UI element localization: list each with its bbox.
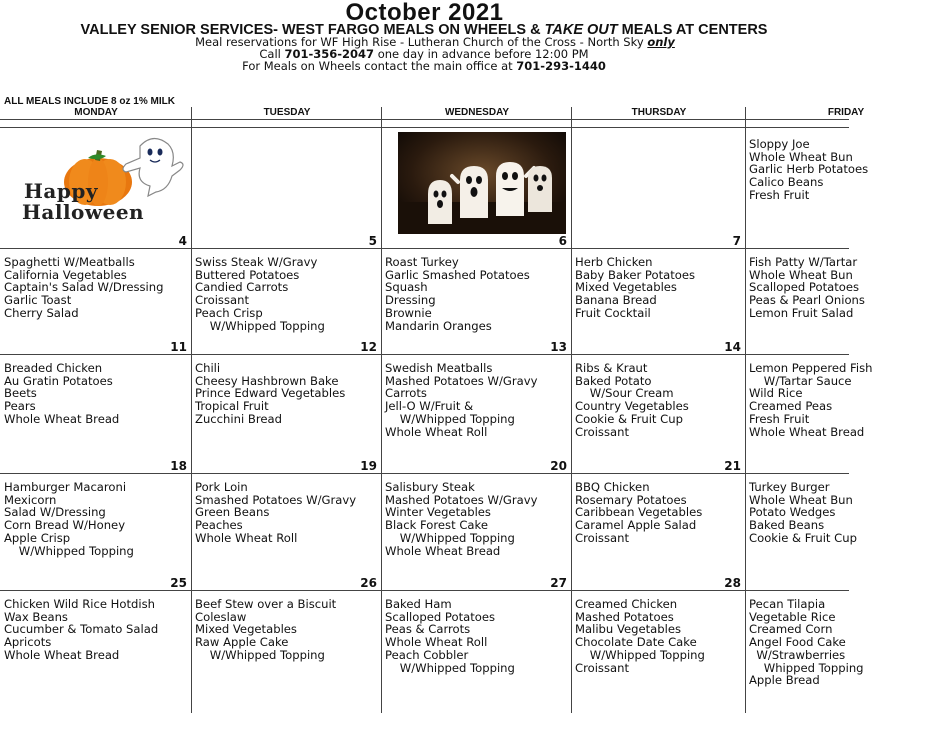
day-header-wednesday: WEDNESDAY bbox=[444, 107, 510, 118]
day-number: 20 bbox=[550, 459, 567, 473]
day-number: 26 bbox=[360, 576, 377, 590]
grid-line bbox=[0, 119, 849, 120]
day-header-thursday: THURSDAY bbox=[631, 107, 687, 118]
day-header-tuesday: TUESDAY bbox=[263, 107, 311, 118]
mow-info bbox=[0, 60, 904, 73]
day-number: 4 bbox=[178, 234, 187, 248]
day-number: 27 bbox=[550, 576, 567, 590]
menu-item-list: Herb Chicken Baby Baker Potatoes Mixed Vegetables Banana Bread Fruit Cocktail bbox=[575, 255, 696, 320]
reservation-text: Meal reservations for WF High Rise - Lutheran Church of the Cross - North Sky bbox=[195, 35, 648, 49]
menu-item-list: Chicken Wild Rice Hotdish Wax Beans Cucumber & Tomato Salad Apricots Whole Wheat Bread bbox=[4, 597, 159, 662]
menu-item-list: Sloppy Joe Whole Wheat Bun Garlic Herb Potatoes Calico Beans Fresh Fruit bbox=[749, 137, 869, 202]
menu-item-list: Roast Turkey Garlic Smashed Potatoes Squash Dressing Brownie Mandarin Oranges bbox=[385, 255, 530, 333]
grid-line bbox=[0, 127, 849, 128]
day-number: 12 bbox=[360, 340, 377, 354]
grid-line bbox=[0, 354, 849, 355]
day-number: 18 bbox=[170, 459, 187, 473]
grid-line bbox=[191, 107, 192, 713]
menu-item-list: Pork Loin Smashed Potatoes W/Gravy Green Beans Peaches Whole Wheat Roll bbox=[195, 480, 357, 545]
menu-item-list: Baked Ham Scalloped Potatoes Peas & Carrots Whole Wheat Roll Peach Cobbler W/Whipped Topping bbox=[385, 597, 515, 675]
grid-line bbox=[745, 107, 746, 713]
menu-item-list: Lemon Peppered Fish W/Tartar Sauce Wild Rice Creamed Peas Fresh Fruit Whole Wheat Bread bbox=[749, 361, 873, 439]
milk-note: ALL MEALS INCLUDE 8 oz 1% MILK bbox=[4, 96, 175, 107]
grid-line bbox=[571, 107, 572, 713]
day-number: 19 bbox=[360, 459, 377, 473]
menu-item-list: Spaghetti W/Meatballs California Vegetables Captain's Salad W/Dressing Garlic Toast Cherry Salad bbox=[4, 255, 164, 320]
menu-item-list: Pecan Tilapia Vegetable Rice Creamed Corn Angel Food Cake W/Strawberries Whipped Topping Apple Bread bbox=[749, 597, 864, 688]
menu-item-list: Creamed Chicken Mashed Potatoes Malibu Vegetables Chocolate Date Cake W/Whipped Topping Croissant bbox=[575, 597, 705, 675]
page-title: October 2021 bbox=[345, 0, 504, 26]
subtitle-text-1: VALLEY SENIOR SERVICES- WEST FARGO MEALS ON WHEELS & bbox=[80, 22, 545, 38]
day-number: 5 bbox=[368, 234, 377, 248]
subtitle-italic: TAKE OUT bbox=[544, 22, 618, 38]
menu-item-list: Salisbury Steak Mashed Potatoes W/Gravy Winter Vegetables Black Forest Cake W/Whipped Topping Whole Wheat Bread bbox=[385, 480, 538, 558]
grid-line bbox=[0, 590, 849, 591]
menu-item-list: Chili Cheesy Hashbrown Bake Prince Edward Vegetables Tropical Fruit Zucchini Bread bbox=[195, 361, 346, 426]
reservation-phone: 701-356-2047 bbox=[284, 47, 375, 61]
day-number: 28 bbox=[724, 576, 741, 590]
day-header-monday: MONDAY bbox=[74, 107, 118, 118]
halloween-greeting bbox=[22, 181, 144, 223]
grid-line bbox=[0, 248, 849, 249]
subtitle-text-2: MEALS AT CENTERS bbox=[617, 22, 768, 38]
day-number: 7 bbox=[732, 234, 741, 248]
ghost-figure-icon bbox=[528, 166, 552, 212]
day-header-friday: FRIDAY bbox=[827, 107, 865, 118]
day-number: 21 bbox=[724, 459, 741, 473]
day-number: 25 bbox=[170, 576, 187, 590]
ghost-figure-icon bbox=[428, 180, 452, 224]
menu-item-list: Fish Patty W/Tartar Whole Wheat Bun Scalloped Potatoes Peas & Pearl Onions Lemon Fruit Salad bbox=[749, 255, 865, 320]
day-number: 14 bbox=[724, 340, 741, 354]
call-pre: Call bbox=[259, 47, 285, 61]
grid-line bbox=[0, 473, 849, 474]
mow-pre: For Meals on Wheels contact the main office at bbox=[242, 59, 517, 73]
menu-item-list: Breaded Chicken Au Gratin Potatoes Beets Pears Whole Wheat Bread bbox=[4, 361, 120, 426]
menu-item-list: Ribs & Kraut Baked Potato W/Sour Cream Country Vegetables Cookie & Fruit Cup Croissant bbox=[575, 361, 689, 439]
day-number: 13 bbox=[550, 340, 567, 354]
ghost-figurines-photo bbox=[398, 132, 566, 234]
day-number: 11 bbox=[170, 340, 187, 354]
menu-item-list: Beef Stew over a Biscuit Coleslaw Mixed Vegetables Raw Apple Cake W/Whipped Topping bbox=[195, 597, 337, 662]
grid-line bbox=[381, 107, 382, 713]
reservation-emphasis: only bbox=[647, 35, 675, 49]
menu-item-list: Swedish Meatballs Mashed Potatoes W/Gravy Carrots Jell-O W/Fruit & W/Whipped Topping Whole Wheat Roll bbox=[385, 361, 538, 439]
halloween-greeting-line-1: Happy bbox=[24, 179, 98, 203]
menu-item-list: Turkey Burger Whole Wheat Bun Potato Wedges Baked Beans Cookie & Fruit Cup bbox=[749, 480, 857, 545]
halloween-greeting-line-2: Halloween bbox=[22, 200, 145, 224]
menu-item-list: Swiss Steak W/Gravy Buttered Potatoes Candied Carrots Croissant Peach Crisp W/Whipped Topping bbox=[195, 255, 325, 333]
menu-item-list: BBQ Chicken Rosemary Potatoes Caribbean Vegetables Caramel Apple Salad Croissant bbox=[575, 480, 703, 545]
call-post: one day in advance before 12:00 PM bbox=[374, 47, 589, 61]
mow-phone: 701-293-1440 bbox=[516, 59, 606, 73]
day-number: 6 bbox=[558, 234, 567, 248]
menu-item-list: Hamburger Macaroni Mexicorn Salad W/Dressing Corn Bread W/Honey Apple Crisp W/Whipped Topping bbox=[4, 480, 134, 558]
